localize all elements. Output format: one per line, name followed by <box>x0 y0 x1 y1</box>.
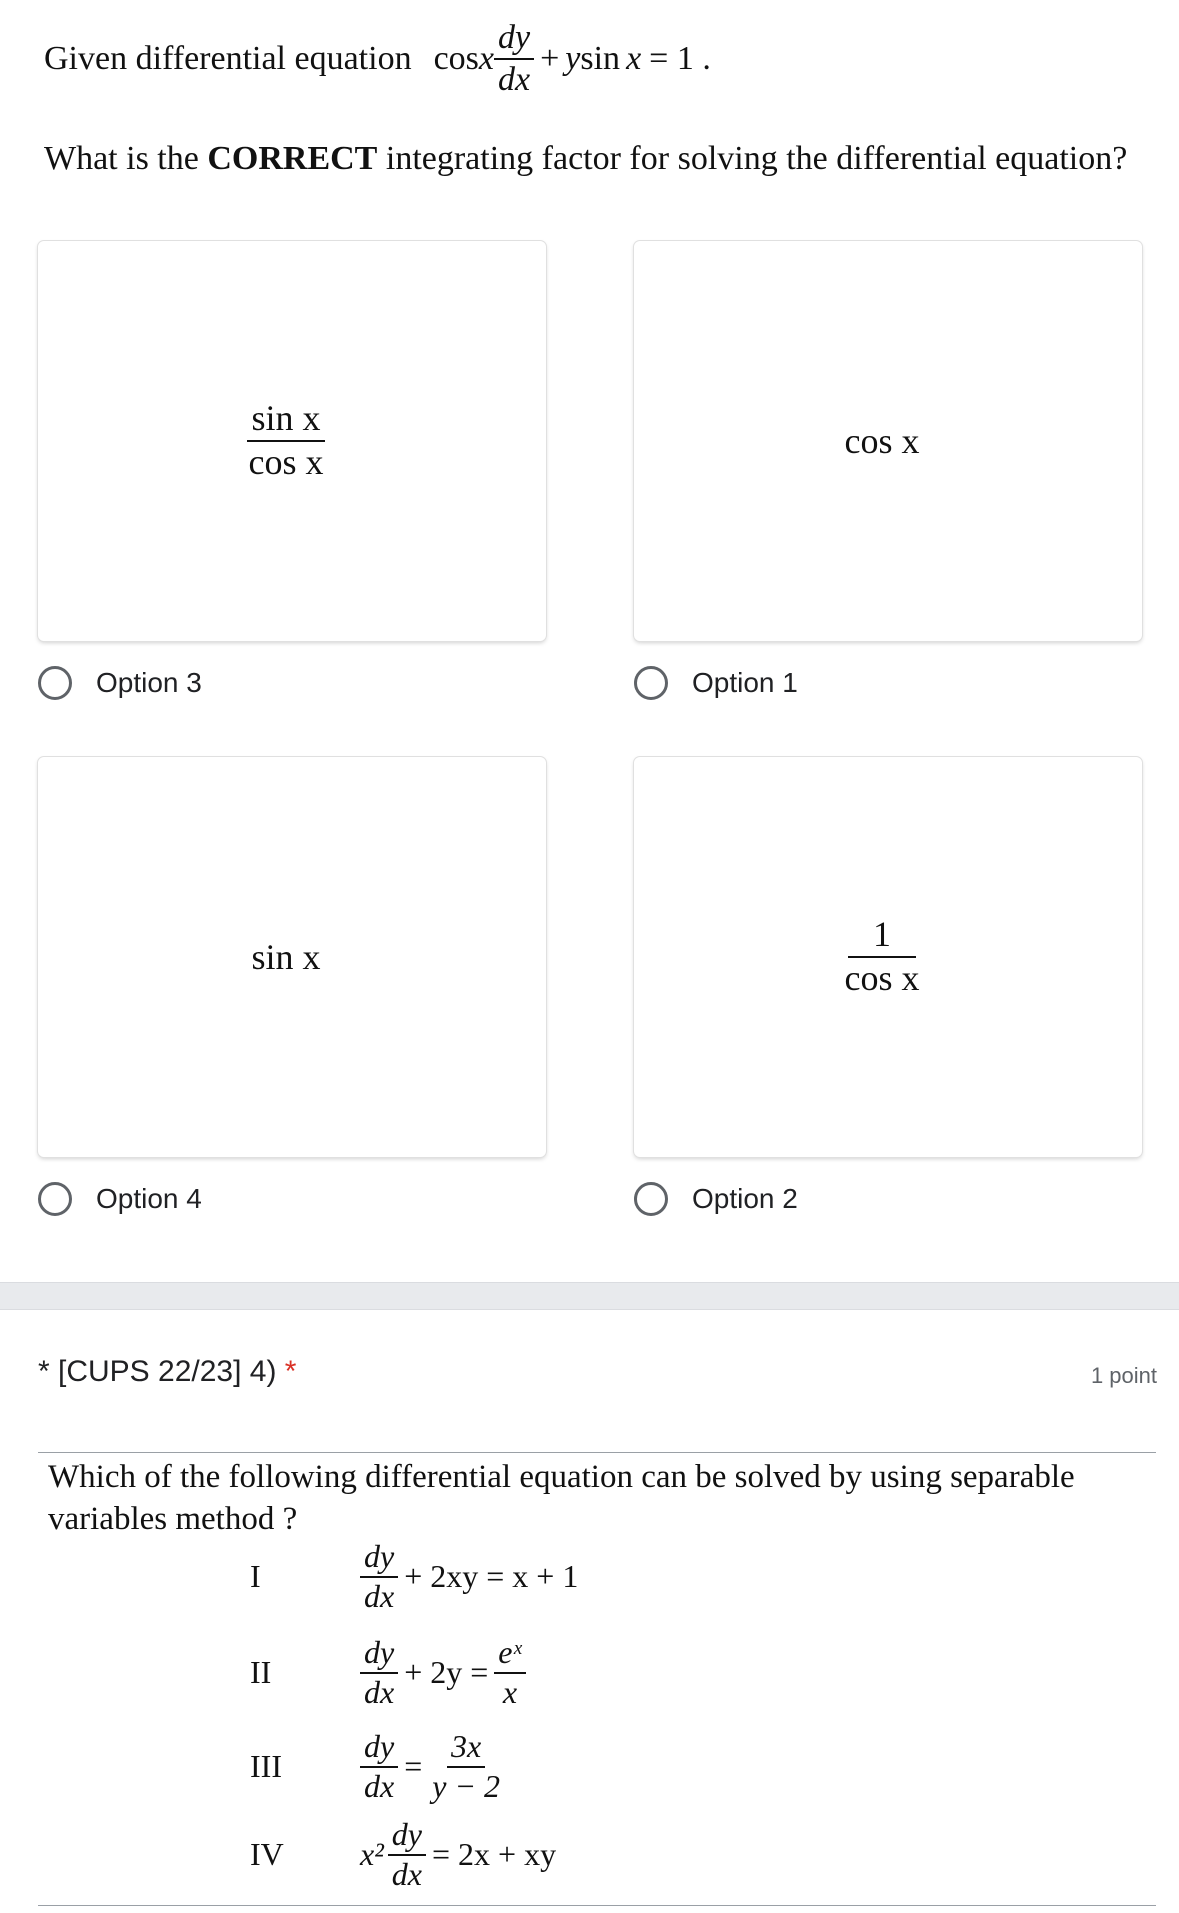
option-1-radio-row[interactable] <box>634 658 798 708</box>
question-2-body: Which of the following differential equation can be solved by using separable variables method ? <box>48 1459 1075 1537</box>
option-2-radio[interactable] <box>634 1182 668 1216</box>
option-1-expression: cos x <box>844 421 920 461</box>
option-4-label: Option 4 <box>96 1183 202 1214</box>
option-3-expression: $\frac{\text{sin x}}{\text{cos x}}$ <box>248 398 324 482</box>
option-4-radio-row[interactable] <box>38 1174 202 1224</box>
option-3-radio-row[interactable] <box>38 658 202 708</box>
option-4-card[interactable] <box>38 757 546 1157</box>
question-2-title: * [CUPS 22/23] 4) * <box>38 1355 297 1388</box>
equation-derivative: $\frac{dy}{dx}$ <box>494 20 534 97</box>
question-image-bottom-rule <box>38 1905 1156 1906</box>
option-1-radio[interactable] <box>634 666 668 700</box>
item-IV: IV x² $\frac{dy}{dx}$ = 2x + xy <box>250 1816 557 1892</box>
option-3-card[interactable] <box>38 241 546 641</box>
option-4-expression: sin x <box>251 937 321 977</box>
question-1-statement: Given differential equation cos x $\frac{dy}{dx}$ + y sin x = 1 . <box>44 19 711 98</box>
option-1-label: Option 1 <box>692 667 798 698</box>
equation-cos: cos <box>433 39 479 77</box>
section-divider <box>0 1282 1179 1310</box>
option-2-label: Option 2 <box>692 1183 798 1214</box>
option-2-radio-row[interactable] <box>634 1174 798 1224</box>
option-2-expression: $\frac{1}{\text{cos x}}$ <box>844 914 920 998</box>
question-1-prompt: What is the CORRECT integrating factor for solving the differential equation? <box>44 140 1128 177</box>
item-I: I $\frac{dy}{dx}$ + 2xy = x + 1 <box>250 1538 579 1614</box>
required-asterisk: * <box>284 1355 297 1388</box>
given-label: Given differential equation <box>44 39 412 77</box>
option-3-radio[interactable] <box>38 666 72 700</box>
option-3-label: Option 3 <box>96 667 202 698</box>
option-4-radio[interactable] <box>38 1182 72 1216</box>
option-1-card[interactable] <box>634 241 1142 641</box>
question-image-top-rule <box>38 1452 1156 1453</box>
equation-x: x <box>478 39 494 77</box>
option-2-card[interactable] <box>634 757 1142 1157</box>
item-III: III $\frac{dy}{dx}$ = $\frac{3x}{y - 2}$ <box>250 1728 501 1804</box>
points-label: 1 point <box>1090 1363 1157 1388</box>
item-II: II $\frac{dy}{dx}$ + 2y = $\frac{\text{eˣ}}{x}$ <box>250 1636 526 1709</box>
